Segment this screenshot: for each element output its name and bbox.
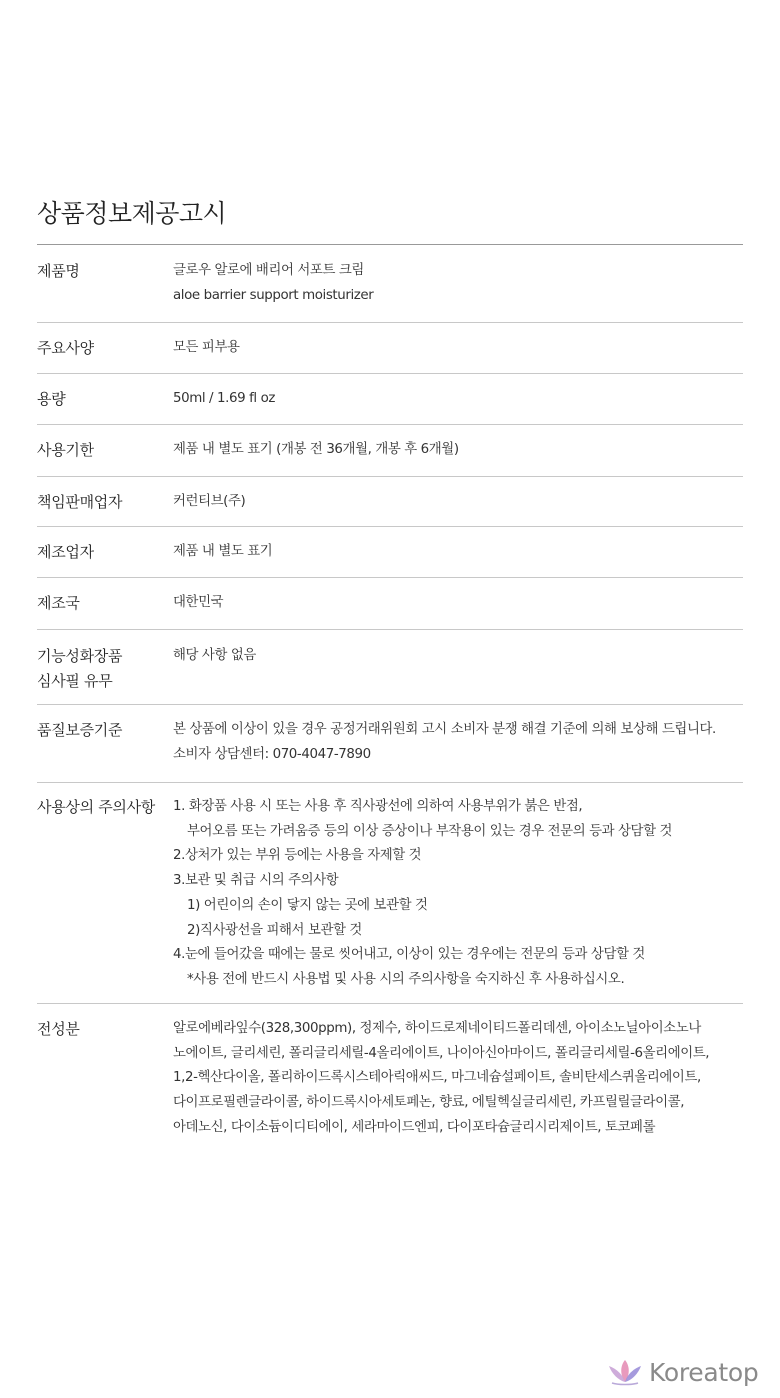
- row-value: 50ml / 1.69 fl oz: [173, 391, 276, 406]
- table-row-product-name: [37, 245, 743, 323]
- row-label: 용량: [37, 390, 66, 408]
- row-label: 전성분: [37, 1020, 80, 1038]
- table-row-country: [37, 578, 743, 630]
- lotus-icon: [606, 1357, 644, 1387]
- table-row-precautions: [37, 783, 743, 1004]
- row-value: 본 상품에 이상이 있을 경우 공정거래위원회 고시 소비자 분쟁 해결 기준에 의해 보상해 드립니다. 소비자 상담센터: 070-4047-7890: [173, 722, 716, 762]
- row-value: 커런티브(주): [173, 494, 246, 509]
- table-row-quality-guarantee: [37, 705, 743, 783]
- table-row-distributor: [37, 477, 743, 527]
- row-label: 사용상의 주의사항: [37, 798, 155, 816]
- row-value: 알로에베라잎수(328,300ppm), 정제수, 하이드로제네이티드폴리데센, 아이소노닐아이소노나 노에이트, 글리세린, 폴리글리세릴-4올리에이트, 나이아신아마이드, 폴리글리세릴-6올리에이트, 1,2-헥산다이올, 폴리하이드록시스테아릭애씨드, 마그네슘설페이트, 솔비탄세스퀴올리에이트, 다이프로필렌글라이콜, 하이드록시아세토페논, 향료, 에틸헥실글리세린, 카프릴릴글라이콜, 아데노신, 다이소듐이디티에이, 세라마이드엔피, 다이포타슘글리시리제이트, 토코페롤: [173, 1021, 710, 1135]
- row-value: 제품 내 별도 표기: [173, 544, 273, 559]
- row-label: 주요사양: [37, 339, 94, 357]
- brand-logo: [606, 1354, 758, 1390]
- row-value: 대한민국: [173, 595, 224, 610]
- table-row-functional-cosmetic: [37, 630, 743, 705]
- row-value: 1. 화장품 사용 시 또는 사용 후 직사광선에 의하여 사용부위가 붉은 반점, 부어오름 또는 가려움증 등의 이상 증상이나 부작용이 있는 경우 전문의 등과 상담할 것 2.상처가 있는 부위 등에는 사용을 자제할 것 3.보관 및 취급 시의 주의사항 1) 어린이의 손이 닿지 않는 곳에 보관할 것 2)직사광선을 피해서 보관할 것 4.눈에 들어갔을 때에는 물로 씻어내고, 이상이 있는 경우에는 전문의 등과 상담할 것 *사용 전에 반드시 사용법 및 사용 시의 주의사항을 숙지하신 후 사용하십시오.: [173, 799, 673, 987]
- row-label: 제품명: [37, 262, 80, 280]
- row-label: 품질보증기준: [37, 721, 123, 739]
- row-label: 사용기한: [37, 441, 94, 459]
- table-row-ingredients: [37, 1004, 743, 1154]
- row-label: 제조업자: [37, 543, 94, 561]
- row-label: 책임판매업자: [37, 493, 123, 511]
- row-value: 글로우 알로에 배리어 서포트 크림 aloe barrier support moisturizer: [173, 263, 374, 303]
- table-row-manufacturer: [37, 527, 743, 578]
- row-value: 제품 내 별도 표기 (개봉 전 36개월, 개봉 후 6개월): [173, 442, 459, 457]
- row-label: 제조국: [37, 594, 80, 612]
- row-value: 해당 사항 없음: [173, 648, 256, 663]
- table-row-main-spec: [37, 323, 743, 374]
- brand-name: Koreatop: [649, 1357, 759, 1387]
- table-row-expiry: [37, 425, 743, 477]
- product-info-table: [37, 245, 743, 1154]
- table-row-volume: [37, 374, 743, 425]
- row-value: 모든 피부용: [173, 340, 240, 355]
- page-title: 상품정보제공고시: [37, 199, 227, 228]
- row-label: 기능성화장품 심사필 유무: [37, 647, 123, 690]
